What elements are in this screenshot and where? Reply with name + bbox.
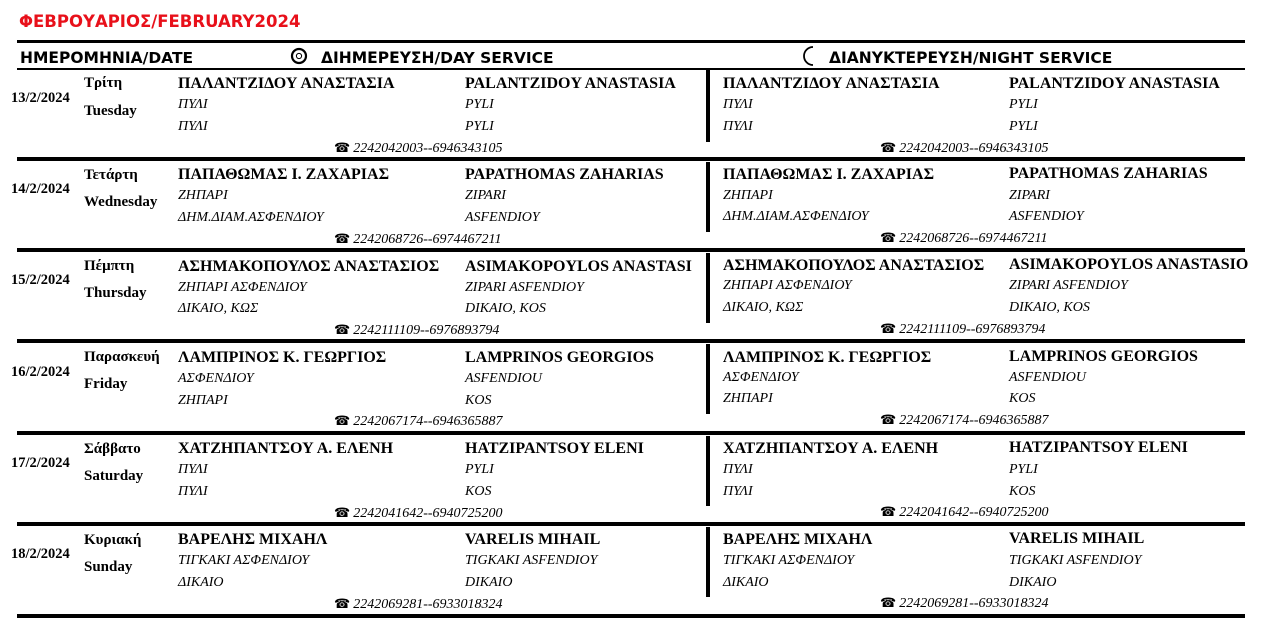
day-name-english: Saturday bbox=[84, 468, 144, 484]
day-pharmacist-name-english: PAPATHOMAS ZAHARIAS bbox=[465, 166, 664, 183]
phone-icon: ☎ bbox=[880, 140, 897, 155]
phone-icon: ☎ bbox=[880, 595, 897, 610]
phone-icon: ☎ bbox=[880, 504, 897, 519]
phone-icon: ☎ bbox=[334, 505, 351, 520]
row-separator bbox=[17, 431, 1245, 435]
day-phone bbox=[334, 230, 502, 249]
night-pharmacist-name-english: PAPATHOMAS ZAHARIAS bbox=[1009, 165, 1208, 182]
day-pharmacist-name-greek: ΠΑΠΑΘΩΜΑΣ Ι. ΖΑΧΑΡΙΑΣ bbox=[178, 166, 390, 183]
phone-number: 2242042003--6946343105 bbox=[353, 141, 503, 156]
day-location-english: KOS bbox=[465, 393, 492, 408]
day-pharmacist-name-english: ASIMAKOPOYLOS ANASTASI bbox=[465, 258, 692, 275]
day-phone bbox=[334, 595, 503, 614]
day-location-greek: ΤΙΓΚΑΚΙ ΑΣΦΕΝΔΙΟΥ bbox=[178, 553, 310, 568]
night-pharmacist-name-english: ASIMAKOPOYLOS ANASTASIO bbox=[1009, 256, 1249, 273]
header-top-rule bbox=[17, 40, 1245, 43]
phone-icon: ☎ bbox=[334, 322, 351, 337]
table-bottom-rule bbox=[17, 614, 1245, 618]
phone-number: 2242111109--6976893794 bbox=[353, 323, 500, 338]
night-location-greek: ΖΗΠΑΡΙ ΑΣΦΕΝΔΙΟΥ bbox=[723, 278, 852, 293]
day-pharmacist-name-english: PALANTZIDOY ANASTASIA bbox=[465, 75, 676, 92]
night-phone bbox=[880, 594, 1049, 613]
day-phone bbox=[334, 504, 503, 523]
day-service-header: ΔΙΗΜΕΡΕΥΣΗ/DAY SERVICE bbox=[321, 49, 554, 67]
night-phone bbox=[880, 411, 1049, 430]
day-location-greek: ΑΣΦΕΝΔΙΟΥ bbox=[178, 371, 254, 386]
date-cell: 18/2/2024 bbox=[11, 546, 70, 562]
day-pharmacist-name-greek: ΛΑΜΠΡΙΝΟΣ Κ. ΓΕΩΡΓΙΟΣ bbox=[178, 349, 387, 366]
night-pharmacist-name-greek: ΛΑΜΠΡΙΝΟΣ Κ. ΓΕΩΡΓΙΟΣ bbox=[723, 349, 932, 366]
night-phone bbox=[880, 229, 1048, 248]
phone-icon: ☎ bbox=[334, 596, 351, 611]
night-location-english: KOS bbox=[1009, 484, 1036, 499]
night-pharmacist-name-greek: ΠΑΠΑΘΩΜΑΣ Ι. ΖΑΧΑΡΙΑΣ bbox=[723, 166, 935, 183]
phone-number: 2242069281--6933018324 bbox=[353, 597, 503, 612]
day-location-greek: ΠΥΛΙ bbox=[178, 97, 208, 112]
column-divider bbox=[706, 344, 710, 414]
day-name-english: Wednesday bbox=[84, 194, 158, 210]
phone-icon: ☎ bbox=[880, 230, 897, 245]
phone-number: 2242067174--6946365887 bbox=[353, 414, 503, 429]
day-location-greek: ΖΗΠΑΡΙ bbox=[178, 188, 228, 203]
row-separator bbox=[17, 339, 1245, 343]
date-cell: 13/2/2024 bbox=[11, 90, 70, 106]
date-column-header: ΗΜΕΡΟΜΗΝΙΑ/DATE bbox=[20, 49, 194, 67]
day-phone bbox=[334, 321, 499, 340]
day-location-english: ASFENDIOU bbox=[465, 371, 542, 386]
night-location-english: PYLI bbox=[1009, 119, 1038, 134]
night-location-english: ZIPARI ASFENDIOY bbox=[1009, 278, 1128, 293]
day-location-greek: ΔΙΚΑΙΟ, ΚΩΣ bbox=[178, 301, 259, 316]
night-service-header: ΔΙΑΝΥΚΤΕΡΕΥΣΗ/NIGHT SERVICE bbox=[829, 49, 1113, 67]
night-location-greek: ΠΥΛΙ bbox=[723, 97, 753, 112]
day-location-english: ASFENDIOY bbox=[465, 210, 540, 225]
night-location-english: DIKAIO, KOS bbox=[1009, 300, 1090, 315]
column-divider bbox=[706, 162, 710, 232]
night-pharmacist-name-greek: ΠΑΛΑΝΤΖΙΔΟΥ ΑΝΑΣΤΑΣΙΑ bbox=[723, 75, 940, 92]
day-name-english: Tuesday bbox=[84, 103, 137, 119]
day-location-english: TIGKAKI ASFENDIOY bbox=[465, 553, 598, 568]
day-location-english: DIKAIO, KOS bbox=[465, 301, 546, 316]
day-pharmacist-name-greek: ΒΑΡΕΛΗΣ ΜΙΧΑΗΛ bbox=[178, 531, 328, 548]
phone-number: 2242068726--6974467211 bbox=[353, 232, 502, 247]
column-divider bbox=[706, 70, 710, 142]
phone-number: 2242068726--6974467211 bbox=[899, 231, 1048, 246]
day-location-english: ZIPARI ASFENDIOY bbox=[465, 280, 584, 295]
phone-number: 2242111109--6976893794 bbox=[899, 322, 1046, 337]
day-pharmacist-name-english: VARELIS MIHAIL bbox=[465, 531, 601, 548]
day-name-greek: Πέμπτη bbox=[84, 258, 135, 274]
sun-icon bbox=[290, 47, 308, 65]
night-location-greek: ΔΙΚΑΙΟ bbox=[723, 575, 769, 590]
day-name-greek: Τετάρτη bbox=[84, 167, 138, 183]
day-pharmacist-name-greek: ΠΑΛΑΝΤΖΙΔΟΥ ΑΝΑΣΤΑΣΙΑ bbox=[178, 75, 395, 92]
night-location-greek: ΤΙΓΚΑΚΙ ΑΣΦΕΝΔΙΟΥ bbox=[723, 553, 855, 568]
header-bottom-rule bbox=[17, 68, 1245, 70]
night-location-english: KOS bbox=[1009, 391, 1036, 406]
night-location-english: PYLI bbox=[1009, 462, 1038, 477]
day-location-greek: ΠΥΛΙ bbox=[178, 462, 208, 477]
column-divider bbox=[706, 436, 710, 506]
night-location-english: ASFENDIOY bbox=[1009, 209, 1084, 224]
day-name-english: Sunday bbox=[84, 559, 133, 575]
night-location-greek: ΖΗΠΑΡΙ bbox=[723, 391, 773, 406]
phone-number: 2242041642--6940725200 bbox=[899, 505, 1049, 520]
column-divider bbox=[706, 527, 710, 597]
page-title: ΦΕΒΡΟΥΑΡΙΟΣ/FEBRUARY2024 bbox=[19, 12, 301, 31]
day-location-english: DIKAIO bbox=[465, 575, 513, 590]
night-location-english: PYLI bbox=[1009, 97, 1038, 112]
night-phone bbox=[880, 320, 1045, 339]
day-location-english: PYLI bbox=[465, 462, 494, 477]
day-phone bbox=[334, 412, 503, 431]
day-location-greek: ΔΙΚΑΙΟ bbox=[178, 575, 224, 590]
day-name-greek: Κυριακή bbox=[84, 532, 142, 548]
day-location-greek: ΖΗΠΑΡΙ ΑΣΦΕΝΔΙΟΥ bbox=[178, 280, 307, 295]
night-location-greek: ΖΗΠΑΡΙ bbox=[723, 188, 773, 203]
row-separator bbox=[17, 522, 1245, 526]
night-location-greek: ΠΥΛΙ bbox=[723, 119, 753, 134]
day-location-english: ZIPARI bbox=[465, 188, 506, 203]
date-cell: 17/2/2024 bbox=[11, 455, 70, 471]
day-phone bbox=[334, 139, 503, 158]
phone-number: 2242042003--6946343105 bbox=[899, 141, 1049, 156]
day-location-english: KOS bbox=[465, 484, 492, 499]
night-location-greek: ΔΗΜ.ΔΙΑΜ.ΑΣΦΕΝΔΙΟΥ bbox=[723, 209, 869, 224]
night-location-greek: ΠΥΛΙ bbox=[723, 462, 753, 477]
phone-number: 2242067174--6946365887 bbox=[899, 413, 1049, 428]
night-location-greek: ΔΙΚΑΙΟ, ΚΩΣ bbox=[723, 300, 804, 315]
day-location-english: PYLI bbox=[465, 119, 494, 134]
day-name-english: Thursday bbox=[84, 285, 147, 301]
night-location-english: ASFENDIOU bbox=[1009, 370, 1086, 385]
day-name-greek: Σάββατο bbox=[84, 441, 141, 457]
night-pharmacist-name-english: VARELIS MIHAIL bbox=[1009, 530, 1145, 547]
row-separator bbox=[17, 157, 1245, 161]
day-location-greek: ΠΥΛΙ bbox=[178, 119, 208, 134]
night-pharmacist-name-greek: ΧΑΤΖΗΠΑΝΤΣΟΥ Α. ΕΛΕΝΗ bbox=[723, 440, 939, 457]
night-location-english: DIKAIO bbox=[1009, 575, 1057, 590]
phone-icon: ☎ bbox=[880, 321, 897, 336]
phone-icon: ☎ bbox=[334, 140, 351, 155]
night-location-english: ZIPARI bbox=[1009, 188, 1050, 203]
day-location-greek: ΔΗΜ.ΔΙΑΜ.ΑΣΦΕΝΔΙΟΥ bbox=[178, 210, 324, 225]
date-cell: 14/2/2024 bbox=[11, 181, 70, 197]
date-cell: 15/2/2024 bbox=[11, 272, 70, 288]
column-divider bbox=[706, 253, 710, 323]
day-name-greek: Τρίτη bbox=[84, 75, 123, 91]
day-pharmacist-name-english: HATZIPANTSOY ELENI bbox=[465, 440, 644, 457]
phone-icon: ☎ bbox=[334, 231, 351, 246]
night-location-english: TIGKAKI ASFENDIOY bbox=[1009, 553, 1142, 568]
night-phone bbox=[880, 503, 1049, 522]
phone-number: 2242069281--6933018324 bbox=[899, 596, 1049, 611]
day-location-greek: ΠΥΛΙ bbox=[178, 484, 208, 499]
phone-icon: ☎ bbox=[880, 412, 897, 427]
day-name-greek: Παρασκευή bbox=[84, 349, 160, 365]
row-separator bbox=[17, 248, 1245, 252]
day-pharmacist-name-greek: ΧΑΤΖΗΠΑΝΤΣΟΥ Α. ΕΛΕΝΗ bbox=[178, 440, 394, 457]
day-pharmacist-name-english: LAMPRINOS GEORGIOS bbox=[465, 349, 654, 366]
day-name-english: Friday bbox=[84, 376, 128, 392]
day-location-greek: ΖΗΠΑΡΙ bbox=[178, 393, 228, 408]
date-cell: 16/2/2024 bbox=[11, 364, 70, 380]
night-pharmacist-name-english: PALANTZIDOY ANASTASIA bbox=[1009, 75, 1220, 92]
moon-icon bbox=[800, 45, 820, 67]
night-location-greek: ΠΥΛΙ bbox=[723, 484, 753, 499]
night-location-greek: ΑΣΦΕΝΔΙΟΥ bbox=[723, 370, 799, 385]
day-pharmacist-name-greek: ΑΣΗΜΑΚΟΠΟΥΛΟΣ ΑΝΑΣΤΑΣΙΟΣ bbox=[178, 258, 440, 275]
night-pharmacist-name-greek: ΑΣΗΜΑΚΟΠΟΥΛΟΣ ΑΝΑΣΤΑΣΙΟΣ bbox=[723, 257, 985, 274]
day-location-english: PYLI bbox=[465, 97, 494, 112]
phone-icon: ☎ bbox=[334, 413, 351, 428]
phone-number: 2242041642--6940725200 bbox=[353, 506, 503, 521]
night-phone bbox=[880, 139, 1049, 158]
night-pharmacist-name-english: LAMPRINOS GEORGIOS bbox=[1009, 348, 1198, 365]
night-pharmacist-name-greek: ΒΑΡΕΛΗΣ ΜΙΧΑΗΛ bbox=[723, 531, 873, 548]
night-pharmacist-name-english: HATZIPANTSOY ELENI bbox=[1009, 439, 1188, 456]
